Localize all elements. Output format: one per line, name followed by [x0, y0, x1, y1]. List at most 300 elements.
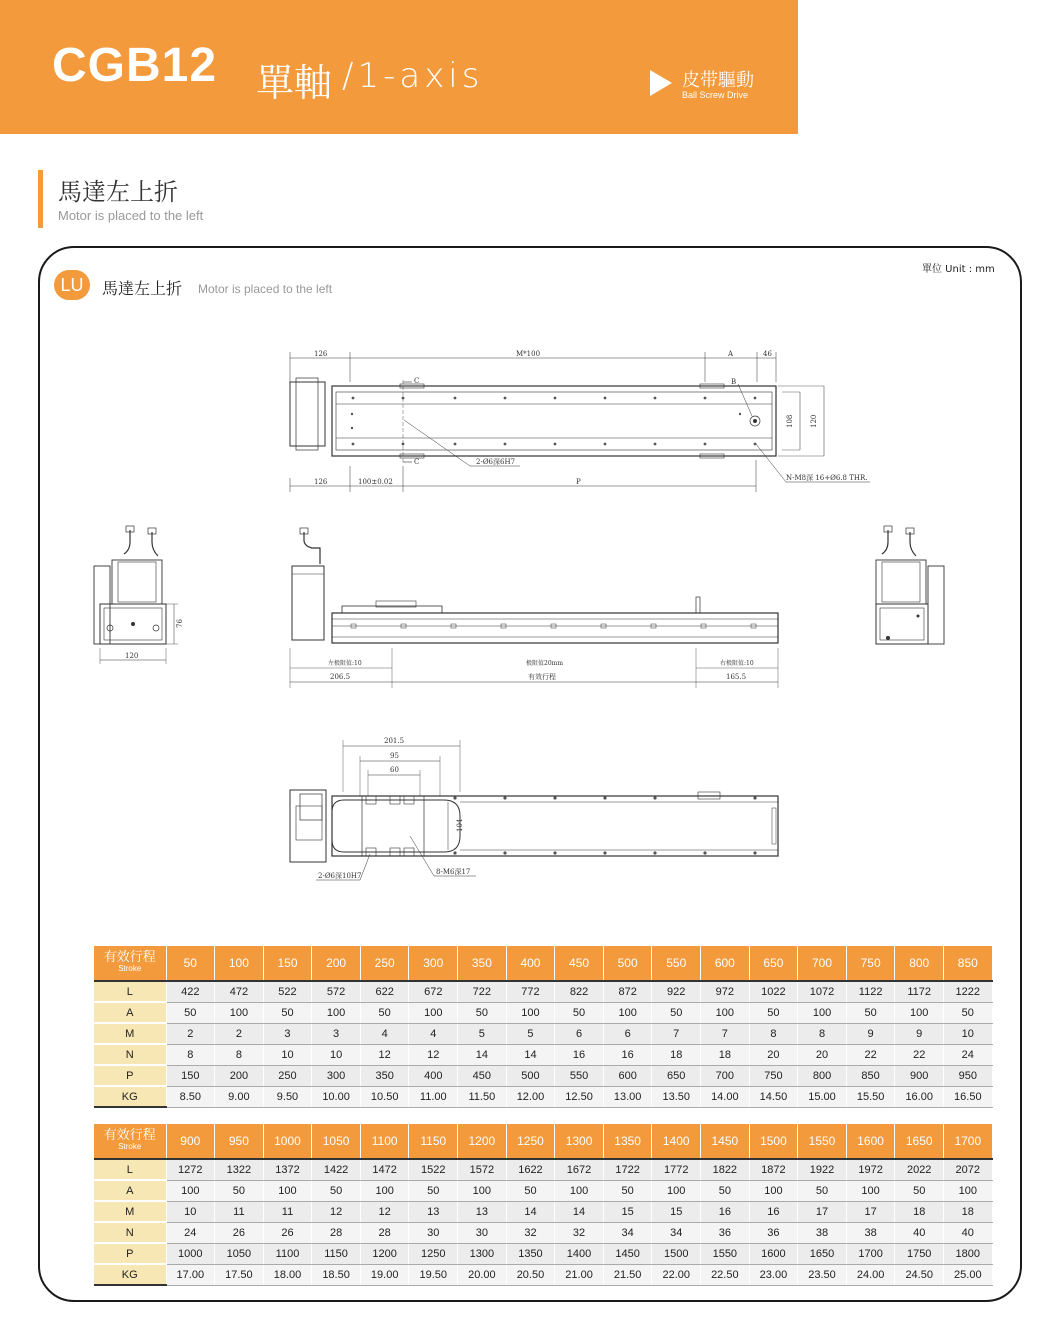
table-cell: 8 [749, 1023, 798, 1044]
table-cell: 750 [749, 1065, 798, 1086]
table-cell: 24.00 [846, 1264, 895, 1285]
table-cell: 100 [360, 1180, 409, 1201]
table-cell: 22.50 [701, 1264, 750, 1285]
row-label: L [94, 1159, 166, 1180]
drive-type-en: Ball Screw Drive [682, 90, 749, 100]
table-cell: 922 [652, 981, 701, 1002]
table-cell: 22 [895, 1044, 944, 1065]
table-cell: 36 [701, 1222, 750, 1243]
table-cell: 16 [555, 1044, 604, 1065]
table-cell: 14 [506, 1044, 555, 1065]
table-cell: 100 [652, 1180, 701, 1201]
table-cell: 150 [166, 1065, 215, 1086]
top-view [290, 350, 870, 492]
stroke-header-cn: 有效行程 [103, 949, 156, 964]
table-cell: 1750 [895, 1243, 944, 1264]
table-row [94, 1222, 992, 1243]
table-cell: 100 [749, 1180, 798, 1201]
stroke-value: 150 [263, 946, 312, 981]
table-cell: 1550 [701, 1243, 750, 1264]
row-label: P [94, 1065, 166, 1086]
table-cell: 100 [263, 1180, 312, 1201]
table-cell: 1600 [749, 1243, 798, 1264]
row-label: KG [94, 1086, 166, 1107]
right-end-view [876, 526, 944, 644]
stroke-value: 550 [652, 946, 701, 981]
row-label: N [94, 1222, 166, 1243]
table-cell: 20 [749, 1044, 798, 1065]
table-cell: 14.00 [701, 1086, 750, 1107]
stroke-header-cell [94, 946, 166, 981]
table-cell: 36 [749, 1222, 798, 1243]
table-cell: 19.00 [360, 1264, 409, 1285]
stroke-spec-table-1 [94, 946, 993, 1108]
table-cell: 1072 [798, 981, 847, 1002]
table-cell: 16.00 [895, 1086, 944, 1107]
table-cell: 672 [409, 981, 458, 1002]
dim-126-bottom: 126 [314, 478, 328, 486]
table-cell: 422 [166, 981, 215, 1002]
table-cell: 19.50 [409, 1264, 458, 1285]
table-cell: 14 [555, 1201, 604, 1222]
table-cell: 450 [458, 1065, 507, 1086]
table-cell: 100 [846, 1180, 895, 1201]
table-row [94, 1002, 992, 1023]
dim-126-top: 126 [314, 350, 328, 358]
table-cell: 100 [166, 1180, 215, 1201]
table-cell: 1650 [798, 1243, 847, 1264]
table-cell: 12.00 [506, 1086, 555, 1107]
table-cell: 50 [652, 1002, 701, 1023]
effective-stroke-label: 有效行程 [528, 673, 556, 681]
axis-label-en: /1-axis [342, 56, 484, 96]
table-cell: 15.00 [798, 1086, 847, 1107]
table-cell: 600 [603, 1065, 652, 1086]
table-cell: 11 [263, 1201, 312, 1222]
table-cell: 12 [360, 1044, 409, 1065]
table-cell: 50 [263, 1002, 312, 1023]
table-cell: 16 [603, 1044, 652, 1065]
table-cell: 1272 [166, 1159, 215, 1180]
table-cell: 50 [944, 1002, 993, 1023]
table-cell: 28 [312, 1222, 361, 1243]
table-cell: 12 [409, 1044, 458, 1065]
table-row [94, 1044, 992, 1065]
table-cell: 50 [555, 1002, 604, 1023]
table-cell: 1800 [944, 1243, 993, 1264]
table-cell: 872 [603, 981, 652, 1002]
table-cell: 1622 [506, 1159, 555, 1180]
table-cell: 18.00 [263, 1264, 312, 1285]
stroke-value: 1200 [458, 1124, 507, 1159]
stroke-header-cn: 有效行程 [103, 1127, 156, 1142]
table-row [94, 1023, 992, 1044]
row-label: A [94, 1180, 166, 1201]
table-cell: 350 [360, 1065, 409, 1086]
table-cell: 26 [263, 1222, 312, 1243]
table-cell: 850 [846, 1065, 895, 1086]
stroke-value: 1550 [798, 1124, 847, 1159]
label-b: B [731, 378, 737, 386]
table-cell: 5 [458, 1023, 507, 1044]
table-cell: 17.00 [166, 1264, 215, 1285]
stroke-value: 950 [215, 1124, 264, 1159]
table-cell: 38 [846, 1222, 895, 1243]
dim-76: 76 [176, 619, 184, 628]
left-end-view [94, 526, 184, 664]
table-cell: 12.50 [555, 1086, 604, 1107]
dim-201-5: 201.5 [384, 737, 405, 745]
left-limit: 左极限值:10 [328, 660, 362, 667]
table-cell: 972 [701, 981, 750, 1002]
table-cell: 9 [846, 1023, 895, 1044]
stroke-value: 500 [603, 946, 652, 981]
table-cell: 1700 [846, 1243, 895, 1264]
callout-thread-holes: N-M8深 16+Ø6.8 THR. [786, 474, 868, 482]
model-name: CGB12 [52, 39, 218, 92]
table-cell: 30 [458, 1222, 507, 1243]
section-title: 馬達左上折 [58, 178, 178, 206]
table-cell: 9.00 [215, 1086, 264, 1107]
table-cell: 16.50 [944, 1086, 993, 1107]
table-cell: 10.00 [312, 1086, 361, 1107]
table-cell: 1100 [263, 1243, 312, 1264]
dim-165-5: 165.5 [726, 673, 747, 681]
row-label: N [94, 1044, 166, 1065]
table-cell: 1822 [701, 1159, 750, 1180]
table-cell: 15 [603, 1201, 652, 1222]
table-row [94, 1065, 992, 1086]
table-cell: 1322 [215, 1159, 264, 1180]
stroke-value: 350 [458, 946, 507, 981]
table-cell: 18 [944, 1201, 993, 1222]
table-cell: 16 [701, 1201, 750, 1222]
table-cell: 4 [409, 1023, 458, 1044]
stroke-value: 100 [215, 946, 264, 981]
table-cell: 100 [798, 1002, 847, 1023]
table-cell: 10 [263, 1044, 312, 1065]
table-cell: 13.00 [603, 1086, 652, 1107]
table-cell: 50 [458, 1002, 507, 1023]
stroke-spec-table-2 [94, 1124, 993, 1286]
table-cell: 800 [798, 1065, 847, 1086]
stroke-value: 800 [895, 946, 944, 981]
table-cell: 472 [215, 981, 264, 1002]
dim-a: A [728, 350, 734, 358]
stroke-value: 1600 [846, 1124, 895, 1159]
table-cell: 1400 [555, 1243, 604, 1264]
table-cell: 1122 [846, 981, 895, 1002]
row-label: KG [94, 1264, 166, 1285]
stroke-value: 600 [701, 946, 750, 981]
table-cell: 7 [701, 1023, 750, 1044]
limit-20: 极限值20mm [526, 660, 564, 667]
table-cell: 38 [798, 1222, 847, 1243]
table-cell: 14 [458, 1044, 507, 1065]
table-cell: 17 [798, 1201, 847, 1222]
table-cell: 100 [458, 1180, 507, 1201]
table-cell: 23.50 [798, 1264, 847, 1285]
table-cell: 100 [603, 1002, 652, 1023]
section-c-top: C [414, 377, 420, 385]
table-cell: 6 [603, 1023, 652, 1044]
section-subtitle: Motor is placed to the left [58, 208, 204, 223]
stroke-value: 1700 [944, 1124, 993, 1159]
table-cell: 3 [312, 1023, 361, 1044]
stroke-value: 200 [312, 946, 361, 981]
dim-120-side: 120 [125, 652, 139, 660]
table-cell: 18 [652, 1044, 701, 1065]
dim-95: 95 [390, 752, 399, 760]
table-cell: 200 [215, 1065, 264, 1086]
dim-120-right: 120 [810, 414, 818, 428]
table-cell: 28 [360, 1222, 409, 1243]
table-cell: 2022 [895, 1159, 944, 1180]
table-cell: 900 [895, 1065, 944, 1086]
table-cell: 3 [263, 1023, 312, 1044]
table-cell: 13.50 [652, 1086, 701, 1107]
table-cell: 1500 [652, 1243, 701, 1264]
table-cell: 5 [506, 1023, 555, 1044]
table-cell: 1172 [895, 981, 944, 1002]
table-cell: 100 [895, 1002, 944, 1023]
stroke-value: 1400 [652, 1124, 701, 1159]
table-cell: 25.00 [944, 1264, 993, 1285]
table-cell: 12 [360, 1201, 409, 1222]
table-cell: 100 [555, 1180, 604, 1201]
table-cell: 50 [749, 1002, 798, 1023]
table-cell: 100 [506, 1002, 555, 1023]
table-cell: 1422 [312, 1159, 361, 1180]
table-row [94, 1264, 992, 1285]
stroke-value: 1150 [409, 1124, 458, 1159]
stroke-header-row [94, 946, 992, 981]
panel-title-cn: 馬達左上折 [102, 279, 183, 298]
table-cell: 550 [555, 1065, 604, 1086]
table-cell: 50 [506, 1180, 555, 1201]
table-cell: 50 [846, 1002, 895, 1023]
dim-46: 46 [763, 350, 772, 358]
table-cell: 1150 [312, 1243, 361, 1264]
callout-pin-holes-2: 2-Ø6深10H7 [318, 872, 362, 880]
table-cell: 8 [215, 1044, 264, 1065]
table-cell: 50 [798, 1180, 847, 1201]
table-cell: 15.50 [846, 1086, 895, 1107]
stroke-value: 1050 [312, 1124, 361, 1159]
table-cell: 11.50 [458, 1086, 507, 1107]
front-view [290, 528, 778, 688]
table-cell: 1450 [603, 1243, 652, 1264]
table-cell: 16 [749, 1201, 798, 1222]
table-cell: 50 [701, 1180, 750, 1201]
table-cell: 2 [215, 1023, 264, 1044]
stroke-value: 300 [409, 946, 458, 981]
table-cell: 18.50 [312, 1264, 361, 1285]
section-c-bottom: C [414, 458, 420, 466]
row-label: L [94, 981, 166, 1002]
table-cell: 26 [215, 1222, 264, 1243]
table-cell: 20.00 [458, 1264, 507, 1285]
table-cell: 500 [506, 1065, 555, 1086]
table-cell: 822 [555, 981, 604, 1002]
row-label: M [94, 1023, 166, 1044]
table-cell: 1200 [360, 1243, 409, 1264]
table-cell: 14 [506, 1201, 555, 1222]
stroke-value: 1450 [701, 1124, 750, 1159]
table-cell: 1300 [458, 1243, 507, 1264]
table-cell: 100 [701, 1002, 750, 1023]
stroke-value: 1000 [263, 1124, 312, 1159]
stroke-value: 50 [166, 946, 215, 981]
table-cell: 34 [603, 1222, 652, 1243]
table-cell: 1572 [458, 1159, 507, 1180]
stroke-value: 750 [846, 946, 895, 981]
table-cell: 300 [312, 1065, 361, 1086]
table-cell: 2072 [944, 1159, 993, 1180]
dim-100: 100±0.02 [358, 478, 393, 486]
stroke-value: 1100 [360, 1124, 409, 1159]
bottom-view [290, 737, 778, 880]
table-cell: 15 [652, 1201, 701, 1222]
table-cell: 9 [895, 1023, 944, 1044]
drive-type-cn: 皮带驅動 [682, 70, 754, 91]
table-row [94, 1243, 992, 1264]
dim-p: P [576, 478, 581, 486]
table-cell: 40 [895, 1222, 944, 1243]
table-cell: 21.00 [555, 1264, 604, 1285]
dim-m100: M*100 [516, 350, 541, 358]
dim-108: 108 [786, 414, 794, 428]
stroke-value: 1300 [555, 1124, 604, 1159]
stroke-value: 250 [360, 946, 409, 981]
table-cell: 10 [944, 1023, 993, 1044]
axis-label-cn: 單軸 [256, 61, 333, 105]
table-cell: 11 [215, 1201, 264, 1222]
row-label: A [94, 1002, 166, 1023]
unit-label: 單位 Unit : mm [922, 264, 995, 275]
table-cell: 100 [409, 1002, 458, 1023]
table-cell: 50 [409, 1180, 458, 1201]
table-cell: 18 [895, 1201, 944, 1222]
table-cell: 1000 [166, 1243, 215, 1264]
table-cell: 10.50 [360, 1086, 409, 1107]
table-cell: 18 [701, 1044, 750, 1065]
table-cell: 950 [944, 1065, 993, 1086]
table-cell: 32 [555, 1222, 604, 1243]
stroke-header-en: Stroke [118, 964, 142, 973]
stroke-header-cell [94, 1124, 166, 1159]
table-cell: 17.50 [215, 1264, 264, 1285]
table-cell: 40 [944, 1222, 993, 1243]
stroke-value: 1250 [506, 1124, 555, 1159]
table-cell: 100 [944, 1180, 993, 1201]
table-cell: 722 [458, 981, 507, 1002]
table-cell: 250 [263, 1065, 312, 1086]
panel-title-en: Motor is placed to the left [198, 282, 333, 296]
table-cell: 20 [798, 1044, 847, 1065]
table-cell: 1972 [846, 1159, 895, 1180]
table-cell: 11.00 [409, 1086, 458, 1107]
table-row [94, 1180, 992, 1201]
table-cell: 50 [895, 1180, 944, 1201]
stroke-value: 1650 [895, 1124, 944, 1159]
table-cell: 21.50 [603, 1264, 652, 1285]
table-cell: 24 [166, 1222, 215, 1243]
table-cell: 50 [166, 1002, 215, 1023]
table-cell: 400 [409, 1065, 458, 1086]
table-cell: 1672 [555, 1159, 604, 1180]
table-cell: 1022 [749, 981, 798, 1002]
dim-206-5: 206.5 [330, 673, 351, 681]
row-label: P [94, 1243, 166, 1264]
table-cell: 24 [944, 1044, 993, 1065]
stroke-value: 450 [555, 946, 604, 981]
stroke-value: 650 [749, 946, 798, 981]
callout-pin-holes: 2-Ø6深6H7 [476, 458, 516, 466]
table-cell: 50 [603, 1180, 652, 1201]
table-cell: 1222 [944, 981, 993, 1002]
stroke-value: 1350 [603, 1124, 652, 1159]
table-cell: 22 [846, 1044, 895, 1065]
table-cell: 6 [555, 1023, 604, 1044]
table-cell: 13 [409, 1201, 458, 1222]
table-cell: 13 [458, 1201, 507, 1222]
stroke-value: 700 [798, 946, 847, 981]
table-row [94, 1086, 992, 1107]
table-row [94, 981, 992, 1002]
table-cell: 24.50 [895, 1264, 944, 1285]
row-label: M [94, 1201, 166, 1222]
table-cell: 1922 [798, 1159, 847, 1180]
table-cell: 1472 [360, 1159, 409, 1180]
table-cell: 522 [263, 981, 312, 1002]
table-cell: 7 [652, 1023, 701, 1044]
table-cell: 8.50 [166, 1086, 215, 1107]
table-cell: 10 [166, 1201, 215, 1222]
table-cell: 1372 [263, 1159, 312, 1180]
table-cell: 20.50 [506, 1264, 555, 1285]
table-cell: 100 [215, 1002, 264, 1023]
stroke-value: 1500 [749, 1124, 798, 1159]
table-cell: 2 [166, 1023, 215, 1044]
table-cell: 622 [360, 981, 409, 1002]
table-cell: 100 [312, 1002, 361, 1023]
table-cell: 1522 [409, 1159, 458, 1180]
table-cell: 22.00 [652, 1264, 701, 1285]
dim-60: 60 [390, 766, 399, 774]
table-cell: 30 [409, 1222, 458, 1243]
table-cell: 1872 [749, 1159, 798, 1180]
table-cell: 8 [166, 1044, 215, 1065]
table-cell: 50 [215, 1180, 264, 1201]
table-cell: 34 [652, 1222, 701, 1243]
lu-badge: LU [54, 270, 90, 300]
table-cell: 1050 [215, 1243, 264, 1264]
stroke-header-en: Stroke [118, 1142, 142, 1151]
table-cell: 4 [360, 1023, 409, 1044]
table-cell: 1772 [652, 1159, 701, 1180]
table-cell: 12 [312, 1201, 361, 1222]
stroke-value: 400 [506, 946, 555, 981]
dim-104: 104 [456, 818, 464, 832]
stroke-header-row [94, 1124, 992, 1159]
table-cell: 50 [312, 1180, 361, 1201]
table-row [94, 1159, 992, 1180]
table-cell: 10 [312, 1044, 361, 1065]
table-row [94, 1201, 992, 1222]
table-cell: 9.50 [263, 1086, 312, 1107]
table-cell: 23.00 [749, 1264, 798, 1285]
